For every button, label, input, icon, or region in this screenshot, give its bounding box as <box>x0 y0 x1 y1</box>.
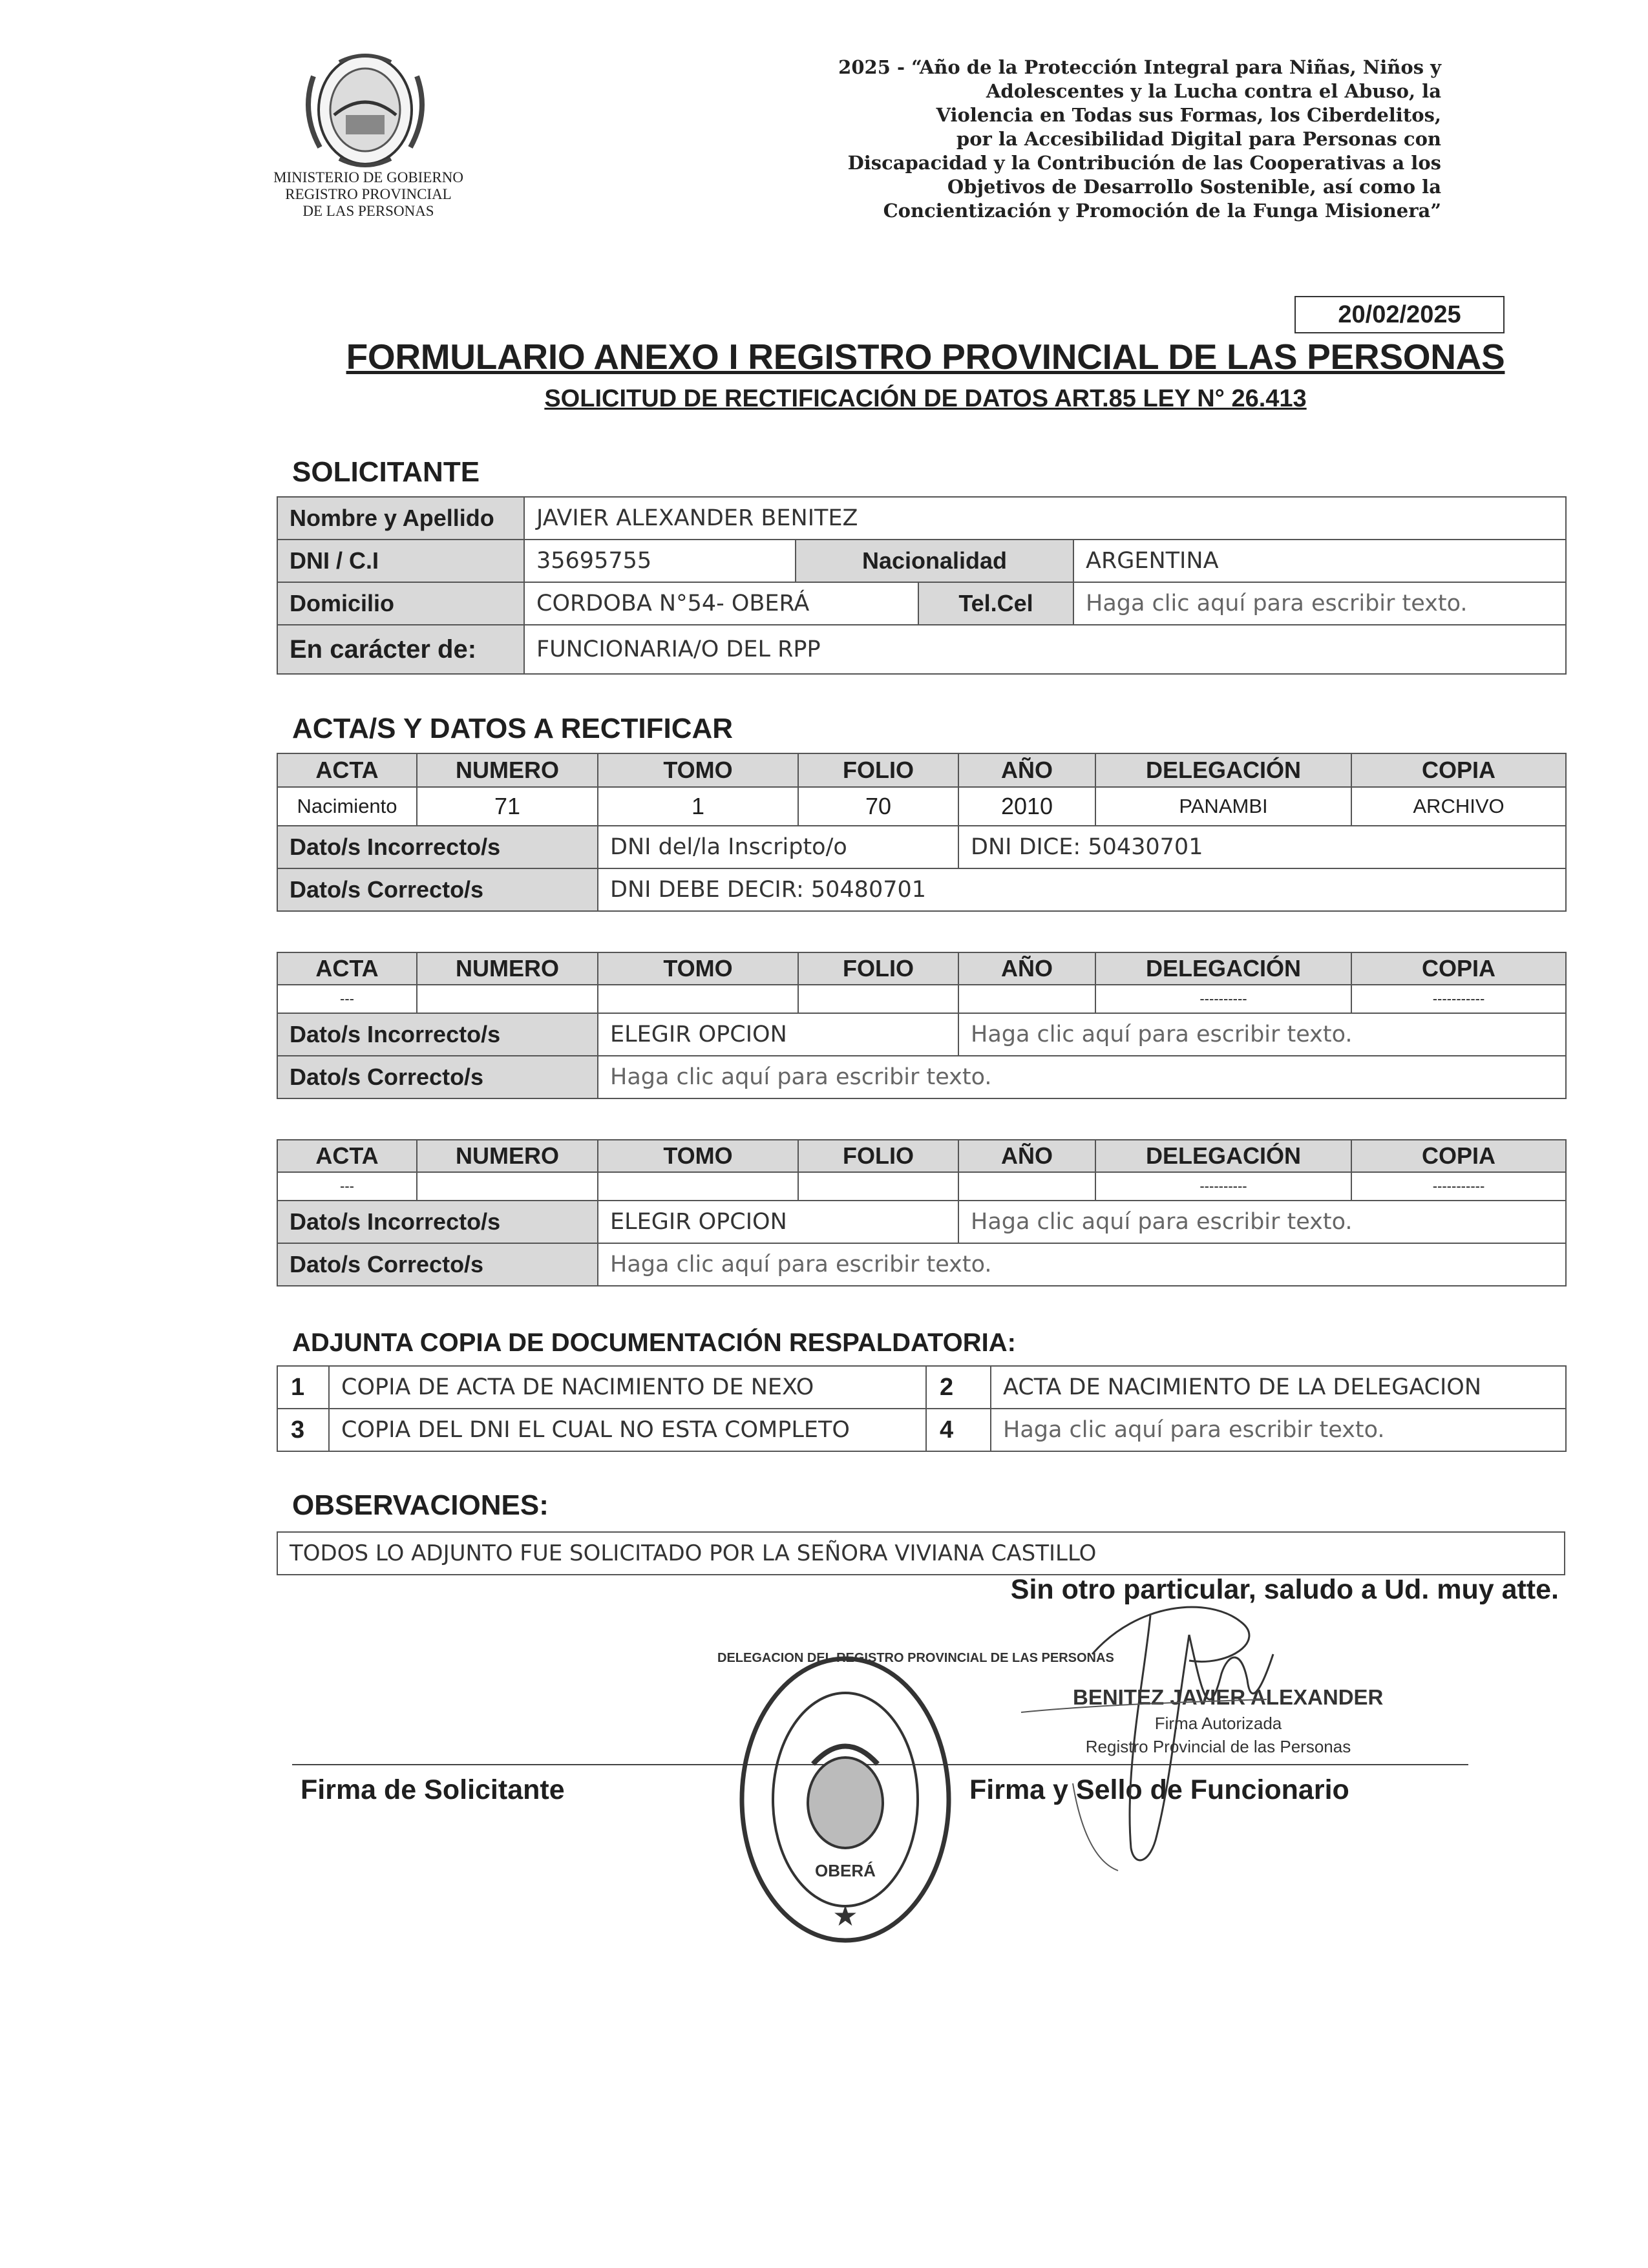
col-numero: NUMERO <box>417 753 598 787</box>
anio-cell[interactable]: 2010 <box>958 787 1095 826</box>
section-actas: ACTA/S Y DATOS A RECTIFICAR <box>292 713 734 744</box>
province-seal-logo <box>294 50 436 170</box>
applicant-table <box>277 496 1567 675</box>
col-acta: ACTA <box>277 1140 417 1172</box>
acta-table-3 <box>277 1139 1567 1286</box>
numero-cell[interactable] <box>417 985 598 1013</box>
observations-field[interactable]: TODOS LO ADJUNTO FUE SOLICITADO POR LA SEÑORA VIVIANA CASTILLO <box>277 1532 1565 1575</box>
section-solicitante: SOLICITANTE <box>292 456 480 488</box>
attachment-field-4[interactable]: Haga clic aquí para escribir texto. <box>991 1409 1566 1451</box>
col-copia: COPIA <box>1351 753 1566 787</box>
col-tomo: TOMO <box>598 1140 798 1172</box>
correct-label: Dato/s Correcto/s <box>277 1056 598 1098</box>
delegacion-cell[interactable]: PANAMBI <box>1095 787 1351 826</box>
table-row <box>277 1366 1566 1409</box>
col-anio: AÑO <box>958 753 1095 787</box>
table-row <box>277 1172 1566 1201</box>
table-row <box>277 787 1566 826</box>
anio-cell[interactable] <box>958 1172 1095 1201</box>
col-delegacion: DELEGACIÓN <box>1095 952 1351 985</box>
acta-table-1 <box>277 753 1567 912</box>
correct-value-field[interactable]: Haga clic aquí para escribir texto. <box>598 1056 1566 1098</box>
col-delegacion: DELEGACIÓN <box>1095 753 1351 787</box>
numero-cell[interactable] <box>417 1172 598 1201</box>
incorrect-label: Dato/s Incorrecto/s <box>277 826 598 868</box>
correct-label: Dato/s Correcto/s <box>277 1243 598 1286</box>
col-acta: ACTA <box>277 753 417 787</box>
correct-value-field[interactable]: DNI DEBE DECIR: 50480701 <box>598 868 1566 911</box>
nationality-field[interactable]: ARGENTINA <box>1073 540 1566 582</box>
acta-type-cell[interactable]: Nacimiento <box>277 787 417 826</box>
attachment-field-1[interactable]: COPIA DE ACTA DE NACIMIENTO DE NEXO <box>329 1366 926 1409</box>
section-attachments: ADJUNTA COPIA DE DOCUMENTACIÓN RESPALDATORIA: <box>292 1328 1016 1357</box>
oval-seal-stamp <box>735 1651 955 1948</box>
incorrect-field-select[interactable]: DNI del/la Inscripto/o <box>598 826 958 868</box>
acta-type-cell[interactable]: --- <box>277 985 417 1013</box>
incorrect-value-field[interactable]: Haga clic aquí para escribir texto. <box>958 1201 1566 1243</box>
tomo-cell[interactable]: 1 <box>598 787 798 826</box>
name-label: Nombre y Apellido <box>277 497 524 540</box>
folio-cell[interactable] <box>798 1172 958 1201</box>
attachment-number: 4 <box>926 1409 991 1451</box>
attachment-field-2[interactable]: ACTA DE NACIMIENTO DE LA DELEGACION <box>991 1366 1566 1409</box>
col-tomo: TOMO <box>598 952 798 985</box>
delegacion-cell[interactable]: ---------- <box>1095 1172 1351 1201</box>
year-motto: 2025 - “Año de la Protección Integral para Niñas, Niños y Adolescentes y la Lucha contra el Abuso, la Violencia en Todas sus Formas, los Ciberdelitos, por la Accesibilidad Digital para Personas con Discapacidad y la Contribución de las Cooperativas a los Objetivos de Desarrollo Sostenible, así como la Concientización y Promoción de la Funga Misionera” <box>838 56 1441 222</box>
official-stamp-name: BENITEZ JAVIER ALEXANDER <box>1073 1685 1384 1709</box>
form-subtitle: SOLICITUD DE RECTIFICACIÓN DE DATOS ART.85 LEY N° 26.413 <box>544 385 1307 412</box>
copia-cell[interactable]: ARCHIVO <box>1351 787 1566 826</box>
col-acta: ACTA <box>277 952 417 985</box>
incorrect-field-select[interactable]: ELEGIR OPCION <box>598 1013 958 1056</box>
name-field[interactable]: JAVIER ALEXANDER BENITEZ <box>524 497 1566 540</box>
col-delegacion: DELEGACIÓN <box>1095 1140 1351 1172</box>
role-label: En carácter de: <box>277 625 524 674</box>
section-observations: OBSERVACIONES: <box>292 1489 549 1521</box>
svg-text:★: ★ <box>832 1900 858 1932</box>
acta-type-cell[interactable]: --- <box>277 1172 417 1201</box>
applicant-signature-label: Firma de Solicitante <box>301 1774 565 1805</box>
acta-table-2 <box>277 952 1567 1099</box>
phone-field[interactable]: Haga clic aquí para escribir texto. <box>1073 582 1566 625</box>
role-field[interactable]: FUNCIONARIA/O DEL RPP <box>524 625 1566 674</box>
tomo-cell[interactable] <box>598 985 798 1013</box>
col-numero: NUMERO <box>417 952 598 985</box>
col-folio: FOLIO <box>798 952 958 985</box>
handwritten-signature <box>995 1577 1331 1880</box>
address-label: Domicilio <box>277 582 524 625</box>
form-title: FORMULARIO ANEXO I REGISTRO PROVINCIAL DE LAS PERSONAS <box>346 337 1505 377</box>
date-field[interactable]: 20/02/2025 <box>1294 296 1505 333</box>
attachment-number: 1 <box>277 1366 329 1409</box>
attachment-field-3[interactable]: COPIA DEL DNI EL CUAL NO ESTA COMPLETO <box>329 1409 926 1451</box>
correct-label: Dato/s Correcto/s <box>277 868 598 911</box>
tomo-cell[interactable] <box>598 1172 798 1201</box>
attachment-number: 3 <box>277 1409 329 1451</box>
col-folio: FOLIO <box>798 753 958 787</box>
folio-cell[interactable] <box>798 985 958 1013</box>
col-numero: NUMERO <box>417 1140 598 1172</box>
copia-cell[interactable]: ----------- <box>1351 985 1566 1013</box>
correct-value-field[interactable]: Haga clic aquí para escribir texto. <box>598 1243 1566 1286</box>
phone-label: Tel.Cel <box>918 582 1073 625</box>
oval-seal-city: OBERÁ <box>815 1861 876 1880</box>
incorrect-label: Dato/s Incorrecto/s <box>277 1013 598 1056</box>
observations-table <box>277 1531 1565 1575</box>
official-stamp-office: Registro Provincial de las Personas <box>1085 1737 1351 1756</box>
organization-name: MINISTERIO DE GOBIERNO REGISTRO PROVINCIAL DE LAS PERSONAS <box>273 169 463 219</box>
incorrect-label: Dato/s Incorrecto/s <box>277 1201 598 1243</box>
table-row <box>277 985 1566 1013</box>
col-folio: FOLIO <box>798 1140 958 1172</box>
col-copia: COPIA <box>1351 1140 1566 1172</box>
closing-text: Sin otro particular, saludo a Ud. muy atte. <box>1010 1574 1559 1605</box>
attachments-table <box>277 1365 1567 1452</box>
incorrect-value-field[interactable]: DNI DICE: 50430701 <box>958 826 1566 868</box>
col-copia: COPIA <box>1351 952 1566 985</box>
attachment-number: 2 <box>926 1366 991 1409</box>
table-row <box>277 1409 1566 1451</box>
official-signature-label: Firma y Sello de Funcionario <box>969 1774 1349 1805</box>
dni-field[interactable]: 35695755 <box>524 540 796 582</box>
col-anio: AÑO <box>958 952 1095 985</box>
copia-cell[interactable]: ----------- <box>1351 1172 1566 1201</box>
numero-cell[interactable]: 71 <box>417 787 598 826</box>
oval-seal-ring-text: DELEGACION DEL REGISTRO PROVINCIAL DE LAS PERSONAS <box>717 1651 1114 1665</box>
anio-cell[interactable] <box>958 985 1095 1013</box>
official-stamp-role: Firma Autorizada <box>1154 1714 1282 1733</box>
delegacion-cell[interactable]: ---------- <box>1095 985 1351 1013</box>
nationality-label: Nacionalidad <box>796 540 1073 582</box>
col-anio: AÑO <box>958 1140 1095 1172</box>
incorrect-value-field[interactable]: Haga clic aquí para escribir texto. <box>958 1013 1566 1056</box>
incorrect-field-select[interactable]: ELEGIR OPCION <box>598 1201 958 1243</box>
address-field[interactable]: CORDOBA N°54- OBERÁ <box>524 582 918 625</box>
dni-label: DNI / C.I <box>277 540 524 582</box>
folio-cell[interactable]: 70 <box>798 787 958 826</box>
col-tomo: TOMO <box>598 753 798 787</box>
